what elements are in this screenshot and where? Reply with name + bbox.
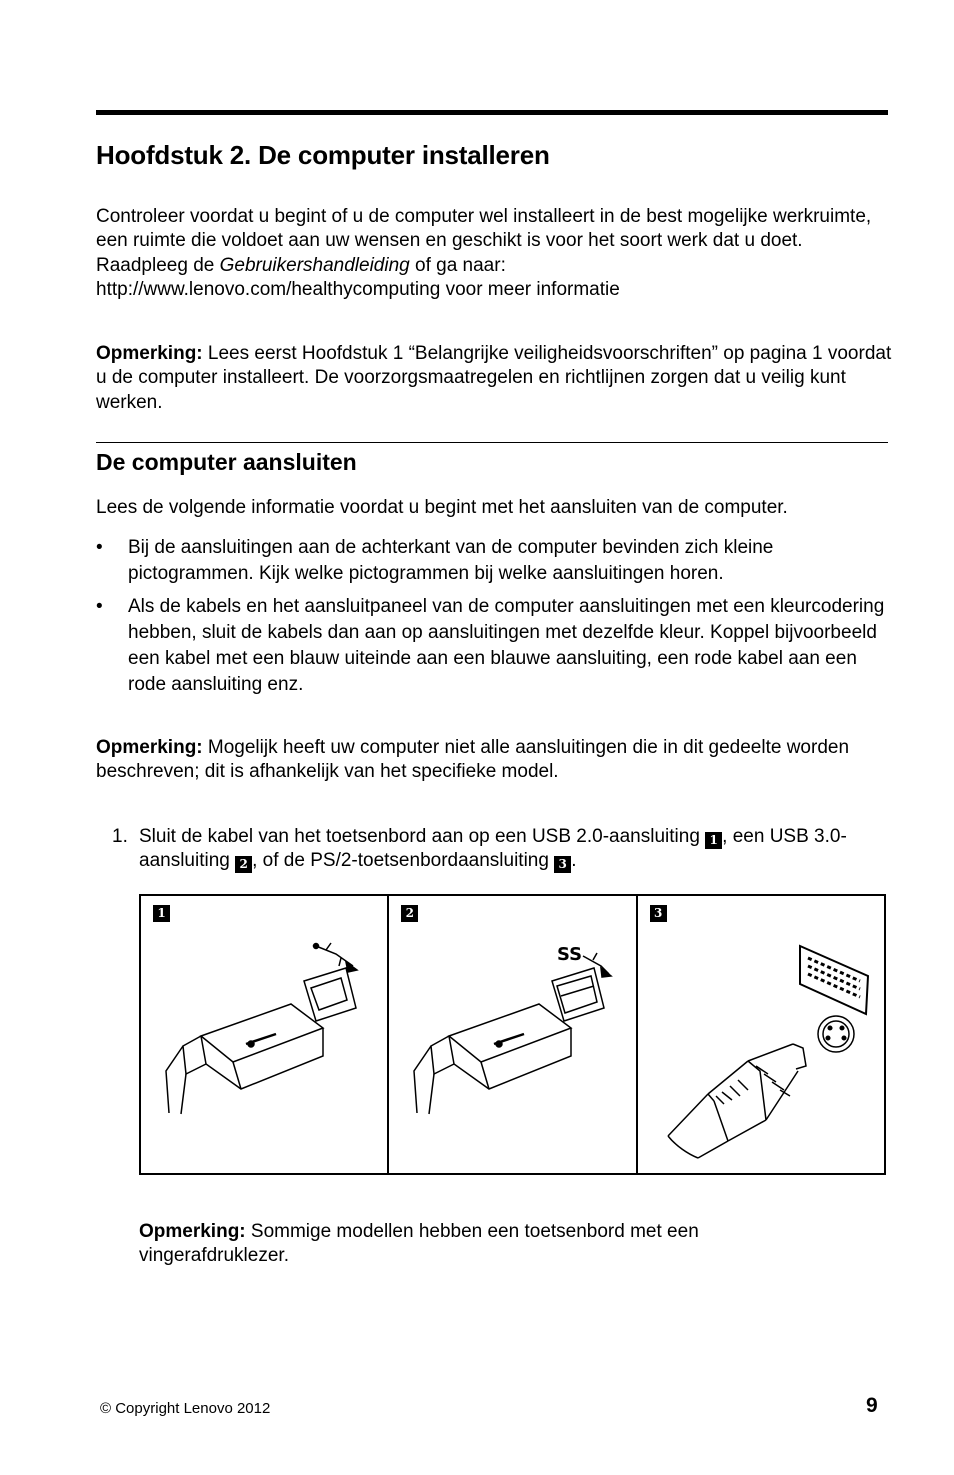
note-text: Mogelijk heeft uw computer niet alle aansluitingen die in dit gedeelte worden beschreven; dit is afhankelijk van het specifieke model. — [96, 737, 850, 783]
intro-text-after: of ga naar: — [409, 254, 506, 276]
list-item — [96, 594, 888, 698]
usb-3-connector-icon — [389, 896, 637, 1173]
note-label: Opmerking: — [96, 737, 203, 758]
step-number: 1. — [112, 826, 128, 847]
list-item-text: Bij de aansluitingen aan de achterkant van de computer bevinden zich kleine pictogrammen. Kijk welke pictogrammen bij welke aansluitingen horen. — [128, 537, 774, 584]
chapter-top-rule — [96, 110, 888, 115]
list-item-text: Als de kabels en het aansluitpaneel van de computer aansluitingen met een kleurcodering hebben, sluit de kabels dan aan op aansluitingen met dezelfde kleur. Koppel bijvoorbeeld een kabel met een blauw uiteinde aan een blauwe aansluiting, een rode kabel aan een rode aansluiting enz. — [128, 596, 885, 695]
panel-badge: 1 — [153, 905, 170, 922]
keyboard-icon — [800, 946, 868, 1014]
step-text-part: , een USB 3.0-aansluiting — [139, 826, 847, 872]
note-label: Opmerking: — [96, 343, 203, 364]
step-text-part: , of de PS/2-toetsenbordaansluiting — [252, 850, 555, 872]
step-text-part: Sluit de kabel van het toetsenbord aan op een USB 2.0-aansluiting — [139, 826, 706, 847]
fingerprint-note — [139, 1220, 839, 1269]
step-1 — [112, 825, 888, 874]
section-title: De computer aansluiten — [96, 449, 357, 475]
note-label: Opmerking: — [139, 1221, 246, 1242]
page-number: 9 — [866, 1394, 878, 1417]
safety-note — [96, 342, 896, 415]
callout-badge-1: 1 — [705, 832, 722, 849]
usb-2-connector-icon — [141, 896, 389, 1173]
note-text: Sommige modellen hebben een toetsenbord met een vingerafdruklezer. — [139, 1221, 699, 1267]
copyright: © Copyright Lenovo 2012 — [100, 1400, 271, 1417]
healthy-computing-url: http://www.lenovo.com/healthycomputing voor meer informatie — [96, 278, 620, 300]
callout-badge-3: 3 — [554, 856, 571, 873]
user-guide-title: Gebruikershandleiding — [219, 254, 410, 276]
section-rule — [96, 442, 888, 443]
info-bullet-list — [96, 535, 888, 705]
callout-badge-2: 2 — [235, 856, 252, 873]
model-note — [96, 736, 896, 785]
intro-paragraph — [96, 205, 896, 302]
panel-badge: 2 — [401, 905, 418, 922]
superspeed-label: SS — [557, 944, 583, 965]
figure-panel-usb2 — [141, 896, 389, 1173]
section-lead: Lees de volgende informatie voordat u begint met het aansluiten van de computer. — [96, 497, 788, 518]
bullet-dot: • — [96, 537, 103, 558]
intro-text: Controleer voordat u begint of u de computer wel installeert in de best mogelijke werkruimte, een ruimte die voldoet aan uw wensen en geschikt is voor het soort werk dat u doet. Raadpleeg de — [96, 206, 872, 276]
step-text — [112, 825, 888, 874]
figure-panel-usb3 — [389, 896, 637, 1173]
list-item — [96, 535, 888, 587]
connector-figure — [139, 894, 886, 1175]
figure-panel-ps2 — [638, 896, 884, 1173]
step-text-part: . — [571, 850, 577, 872]
panel-badge: 3 — [650, 905, 667, 922]
ps2-keyboard-connector-icon — [638, 896, 886, 1173]
chapter-title: Hoofdstuk 2. De computer installeren — [96, 140, 550, 170]
note-text: Lees eerst Hoofdstuk 1 “Belangrijke veiligheidsvoorschriften” op pagina 1 voordat u de computer installeert. De voorzorgsmaatregelen en richtlijnen zorgen dat u veilig kunt werken. — [96, 343, 892, 413]
bullet-dot: • — [96, 596, 103, 617]
